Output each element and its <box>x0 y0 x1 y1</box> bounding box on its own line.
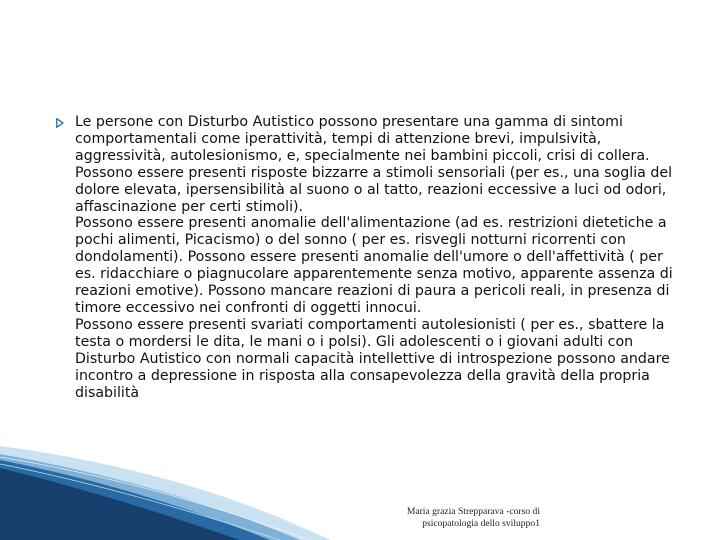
bullet-paragraphs <box>75 114 676 401</box>
triangle-right-icon <box>56 114 75 128</box>
footer-line-1: Maria grazia Strepparava -corso di <box>406 506 540 517</box>
footer-caption <box>340 506 540 529</box>
paragraph-3: Possono essere presenti svariati comportamenti autolesionisti ( per es., sbattere la testa o mordersi le dita, le mani o i polsi). Gli adolescenti o i giovani adulti con Disturbo Autistico con normali capacità intellettive di introspezione possono andare incontro a depressione in risposta alla consapevolezza della gravità della propria disabilità <box>75 316 670 401</box>
paragraph-2: Possono essere presenti anomalie dell'alimentazione (ad es. restrizioni dietetiche a pochi alimenti, Picacismo) o del sonno ( per es. risvegli notturni ricorrenti con dondolamenti). Possono essere presenti anomalie dell'umore o dell'affettività ( per es. ridacchiare o piagnucolare apparentemente senza motivo, apparente assenza di reazioni emotive). Possono mancare reazioni di paura a pericoli reali, in presenza di timore eccessivo nei confronti di oggetti innocui. <box>75 215 673 316</box>
paragraph-1: Le persone con Disturbo Autistico possono presentare una gamma di sintomi comportamentali come iperattività, tempi di attenzione brevi, impulsività, aggressività, autolesionismo, e, specialmente nei bambini piccoli, crisi di collera. Possono essere presenti risposte bizzarre a stimoli sensoriali (per es., una soglia del dolore elevata, ipersensibilità al suono o al tatto, reazioni eccessive a luci od odori, affascinazione per certi stimoli). <box>75 114 673 215</box>
body-text-block <box>56 114 676 401</box>
footer-line-2: psicopatologia dello sviluppo1 <box>422 517 540 529</box>
bullet-item <box>56 114 676 401</box>
